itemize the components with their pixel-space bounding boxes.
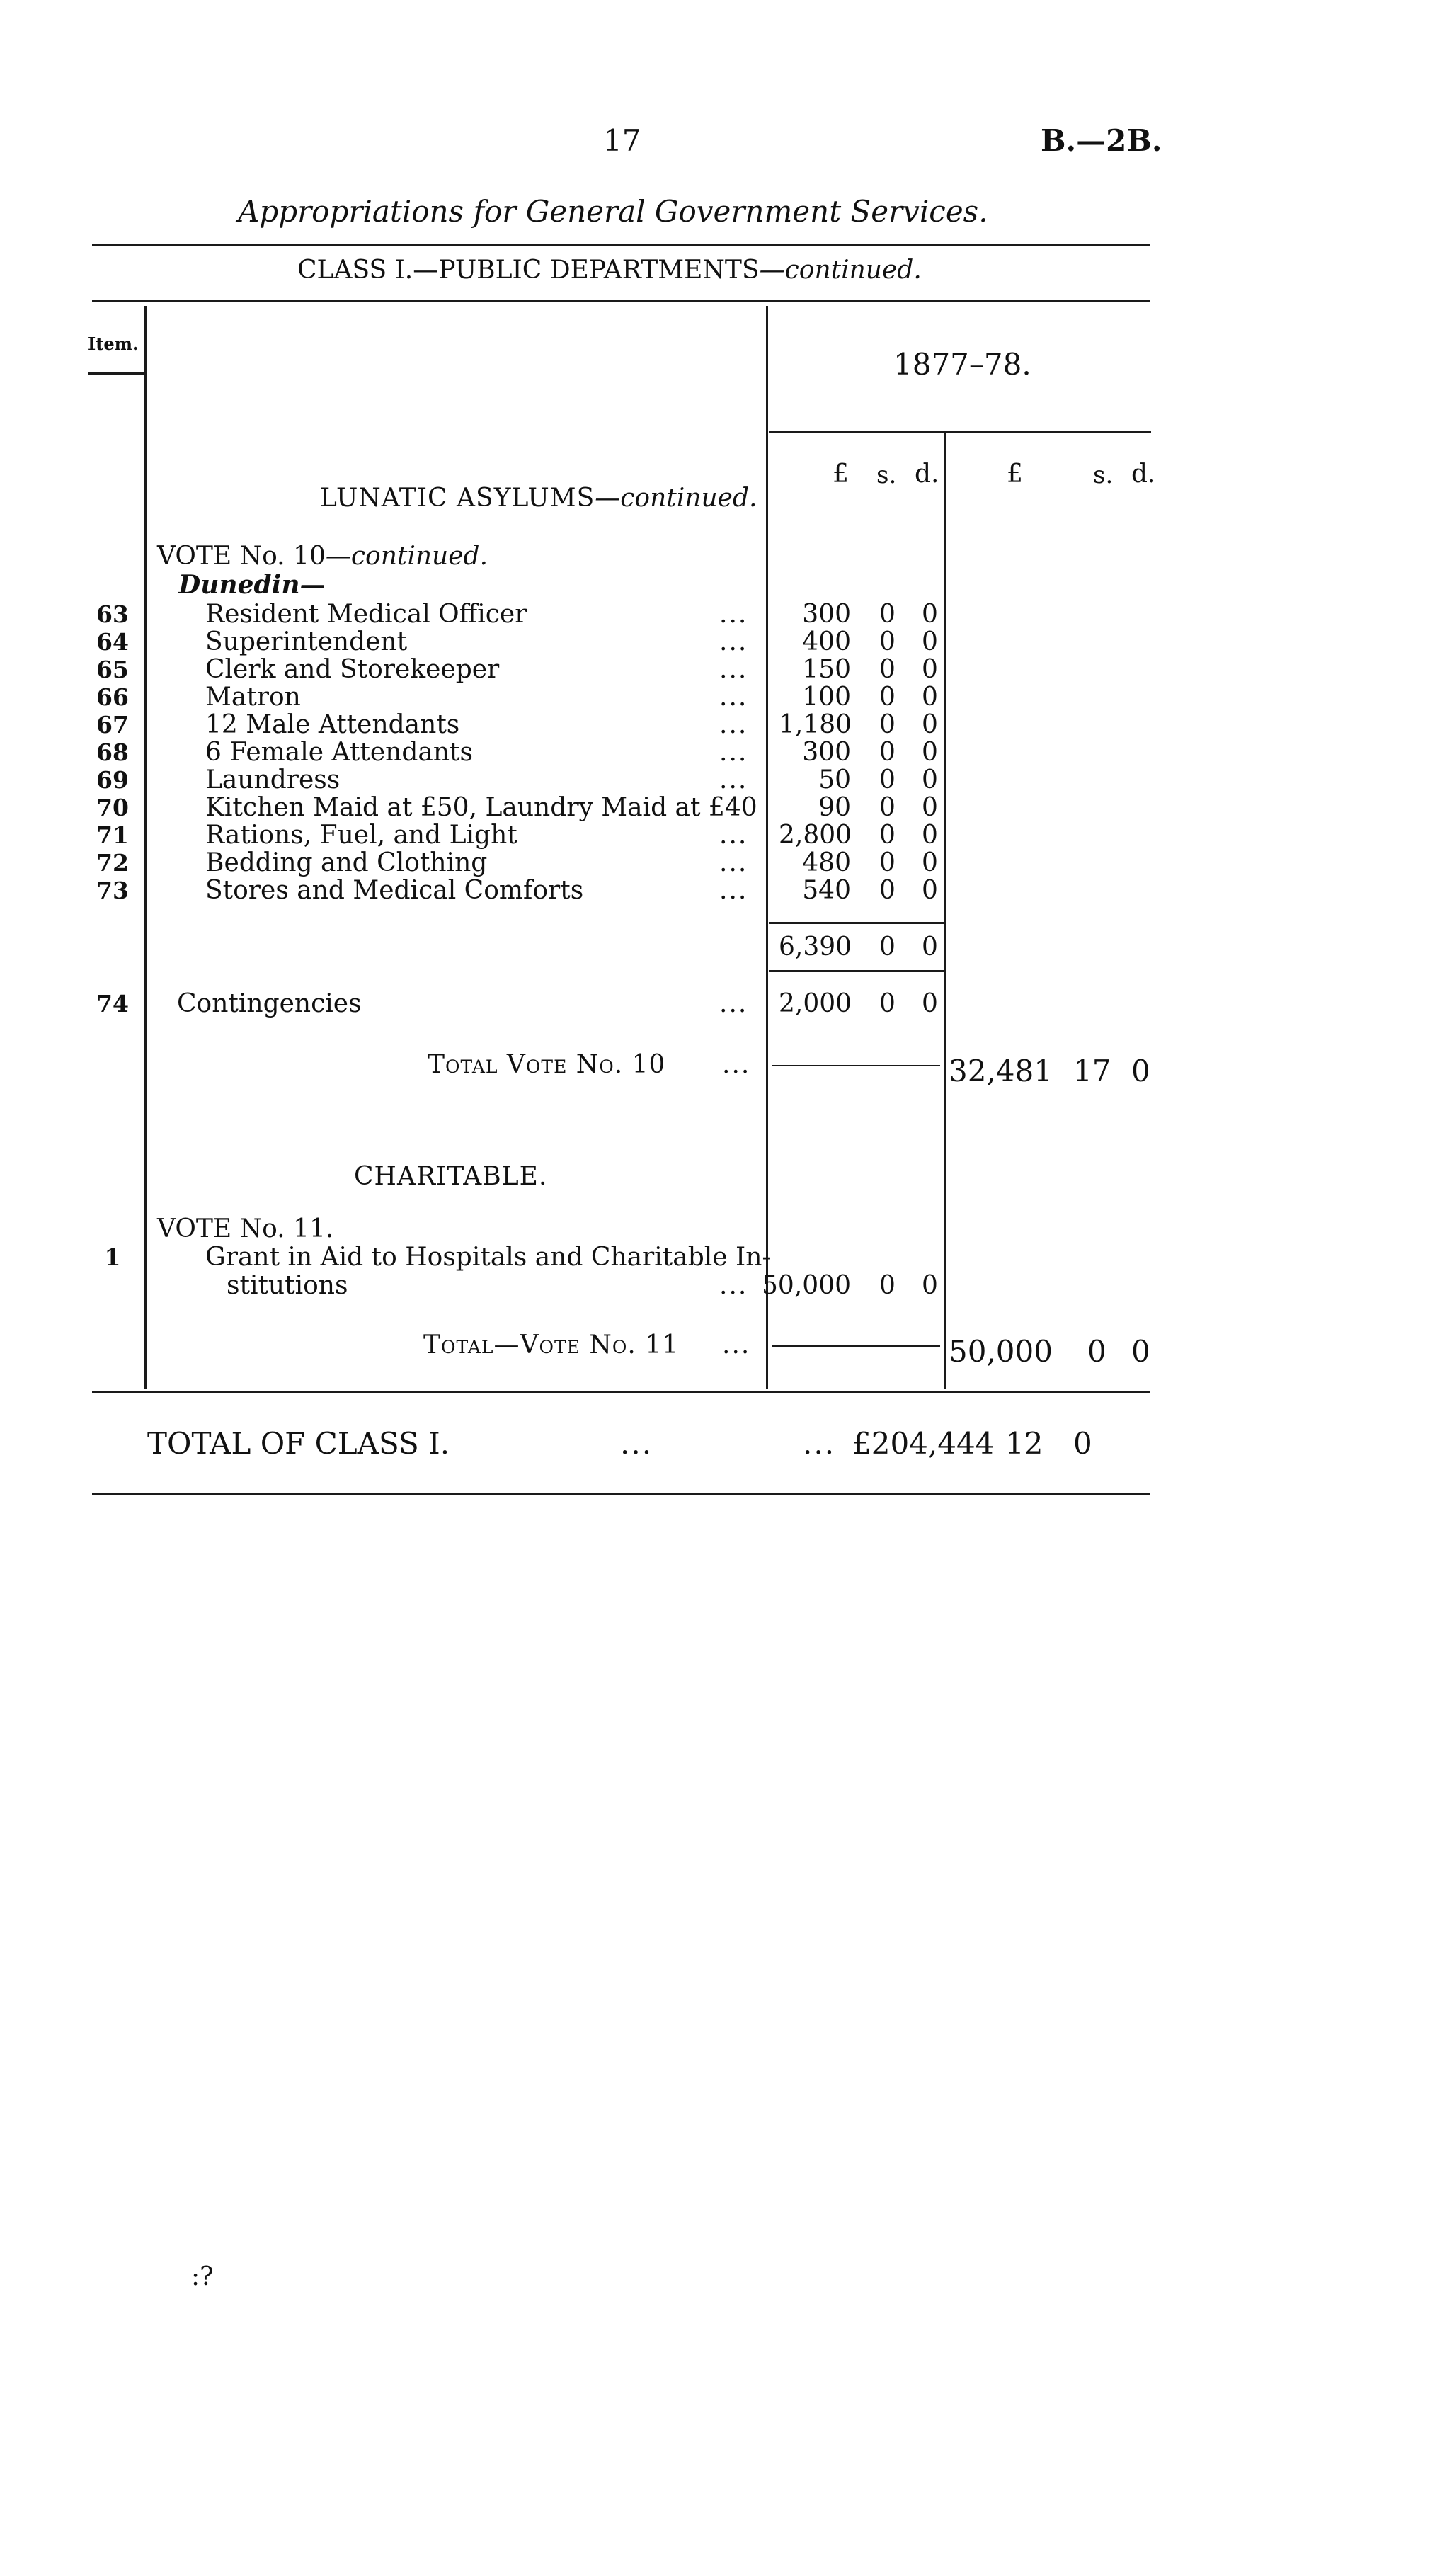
amount-shillings: 0 <box>879 1271 896 1300</box>
item-description: Clerk and Storekeeper <box>205 655 500 684</box>
item-number: 1 <box>104 1243 121 1271</box>
unit-pound-right: £ <box>1007 460 1023 489</box>
item-number: 67 <box>96 711 129 739</box>
unit-d-right: d. <box>1131 460 1156 489</box>
total-vote10-shillings: 17 <box>1073 1054 1111 1088</box>
subtotal-rule-bottom <box>769 970 944 972</box>
total-vote10-pence: 0 <box>1131 1054 1150 1088</box>
rule-table-top <box>92 300 1150 302</box>
table-row <box>88 627 938 656</box>
table-row <box>88 710 938 739</box>
column-line-amount-right <box>944 433 946 1389</box>
item-description: Kitchen Maid at £50, Laundry Maid at £40 <box>205 793 757 822</box>
leader-dots: ... <box>719 848 748 877</box>
class-heading <box>297 256 922 285</box>
item-description-line1: Grant in Aid to Hospitals and Charitable In- <box>205 1243 771 1272</box>
amount-shillings: 0 <box>879 793 896 822</box>
total-vote10-rule <box>772 1065 940 1066</box>
amount-shillings: 0 <box>879 765 896 794</box>
total-vote11-label: Total—Vote No. 11 <box>423 1330 680 1360</box>
leader-dots: ... <box>719 821 748 850</box>
leader-dots: ... <box>719 600 748 629</box>
amount-pence: 0 <box>922 738 938 767</box>
item-number: 74 <box>96 990 129 1018</box>
table-row <box>88 765 938 794</box>
signature-mark: :? <box>191 2262 214 2291</box>
total-vote11-pounds: 50,000 <box>949 1334 1053 1369</box>
amount-pounds: 1,180 <box>779 710 852 739</box>
amount-pounds: 300 <box>802 738 851 767</box>
total-vote10-pounds: 32,481 <box>949 1054 1053 1088</box>
item-column-header: Item. <box>88 334 139 354</box>
table-row <box>88 600 938 629</box>
vote10-label-main: VOTE No. 10 <box>157 542 326 571</box>
item-description: Matron <box>205 683 301 712</box>
amount-pounds: 150 <box>802 655 851 684</box>
subgroup-label: Dunedin— <box>178 570 326 600</box>
leader-dots: ... <box>719 989 748 1018</box>
total-vote10-dots: ... <box>722 1050 751 1079</box>
item-number: 71 <box>96 821 129 849</box>
amount-pence: 0 <box>922 876 938 905</box>
total-vote11-pence: 0 <box>1131 1334 1150 1369</box>
unit-d-left: d. <box>915 460 939 489</box>
subtotal-rule <box>769 922 944 924</box>
table-row-grant <box>88 1243 938 1300</box>
rule-bottom <box>92 1493 1150 1495</box>
class-heading-continued: —continued. <box>759 256 922 285</box>
total-vote11-rule <box>772 1345 940 1347</box>
section-title-continued: —continued. <box>595 484 757 513</box>
item-description: 12 Male Attendants <box>205 710 460 739</box>
leader-dots: ... <box>719 627 748 656</box>
subtotal-pounds: 6,390 <box>779 933 852 962</box>
year-underline <box>769 431 1151 433</box>
item-description: Stores and Medical Comforts <box>205 876 584 905</box>
amount-shillings: 0 <box>879 655 896 684</box>
item-description: Superintendent <box>205 627 408 656</box>
vote11-label: VOTE No. 11. <box>157 1214 334 1243</box>
vote10-label-continued: —continued. <box>325 542 488 571</box>
table-row <box>88 876 938 905</box>
amount-shillings: 0 <box>879 627 896 656</box>
amount-pence: 0 <box>922 848 938 877</box>
table-row-contingencies <box>88 989 938 1018</box>
unit-pound-left: £ <box>833 460 849 489</box>
amount-pence: 0 <box>922 627 938 656</box>
item-number: 68 <box>96 739 129 766</box>
amount-pounds: 540 <box>802 876 851 905</box>
amount-shillings: 0 <box>879 600 896 629</box>
amount-pence: 0 <box>922 1271 938 1300</box>
item-description: Rations, Fuel, and Light <box>205 821 517 850</box>
amount-shillings: 0 <box>879 738 896 767</box>
amount-pounds: 50,000 <box>762 1271 851 1300</box>
unit-s-left: s. <box>876 461 897 489</box>
charitable-title: CHARITABLE. <box>354 1162 548 1191</box>
class-total-pounds: £204,444 <box>852 1426 995 1461</box>
item-description-line2: stitutions <box>227 1271 348 1300</box>
leader-dots: ... <box>719 738 748 767</box>
leader-dots: ... <box>719 876 748 905</box>
table-row <box>88 793 938 822</box>
amount-pence: 0 <box>922 655 938 684</box>
item-description: 6 Female Attendants <box>205 738 473 767</box>
item-number: 69 <box>96 766 129 794</box>
amount-shillings: 0 <box>879 821 896 850</box>
leader-dots: ... <box>719 683 748 712</box>
amount-pence: 0 <box>922 821 938 850</box>
page-title: Appropriations for General Government Services. <box>238 194 988 229</box>
item-number: 66 <box>96 683 129 711</box>
total-vote11-dots: ... <box>722 1330 751 1360</box>
item-number: 70 <box>96 794 129 821</box>
item-description: Laundress <box>205 765 341 794</box>
leader-dots: ... <box>719 655 748 684</box>
amount-shillings: 0 <box>879 848 896 877</box>
amount-pence: 0 <box>922 989 938 1018</box>
section-title <box>320 484 757 513</box>
class-heading-main: CLASS I.—PUBLIC DEPARTMENTS <box>297 256 760 285</box>
table-row <box>88 655 938 684</box>
page-number: 17 <box>603 123 641 158</box>
rule-table-bottom <box>92 1391 1150 1393</box>
item-number: 65 <box>96 656 129 683</box>
subtotal-shillings: 0 <box>879 933 896 962</box>
item-description: Resident Medical Officer <box>205 600 527 629</box>
year-header: 1877–78. <box>893 347 1031 382</box>
class-total-label: TOTAL OF CLASS I. <box>147 1426 450 1461</box>
amount-shillings: 0 <box>879 683 896 712</box>
amount-pounds: 50 <box>818 765 851 794</box>
vote10-label <box>157 542 488 571</box>
item-number: 73 <box>96 877 129 904</box>
item-number: 63 <box>96 600 129 628</box>
amount-shillings: 0 <box>879 876 896 905</box>
class-total-dots-2: ... <box>803 1426 836 1461</box>
table-row <box>88 738 938 767</box>
table-row <box>88 848 938 877</box>
rule-top <box>92 244 1150 246</box>
amount-pounds: 480 <box>802 848 851 877</box>
subtotal-pence: 0 <box>922 933 938 962</box>
amount-pence: 0 <box>922 683 938 712</box>
amount-pounds: 400 <box>802 627 851 656</box>
class-total-shillings: 12 <box>1005 1426 1043 1461</box>
class-total-pence: 0 <box>1073 1426 1092 1461</box>
total-vote11-shillings: 0 <box>1087 1334 1106 1369</box>
amount-pounds: 2,000 <box>779 989 852 1018</box>
class-total-dots-1: ... <box>620 1426 653 1461</box>
item-description: Bedding and Clothing <box>205 848 488 877</box>
leader-dots: ... <box>719 765 748 794</box>
amount-pence: 0 <box>922 793 938 822</box>
amount-shillings: 0 <box>879 989 896 1018</box>
amount-pounds: 300 <box>802 600 851 629</box>
amount-pence: 0 <box>922 600 938 629</box>
table-row <box>88 683 938 712</box>
total-vote10-label: Total Vote No. 10 <box>428 1050 666 1079</box>
amount-pence: 0 <box>922 710 938 739</box>
amount-pounds: 2,800 <box>779 821 852 850</box>
leader-dots: ... <box>719 710 748 739</box>
amount-pence: 0 <box>922 765 938 794</box>
document-code: B.—2B. <box>1041 123 1162 158</box>
item-number: 64 <box>96 628 129 656</box>
amount-shillings: 0 <box>879 710 896 739</box>
section-title-main: LUNATIC ASYLUMS <box>320 484 595 513</box>
item-number: 72 <box>96 849 129 877</box>
amount-pounds: 100 <box>802 683 851 712</box>
table-row <box>88 821 938 850</box>
item-header-underline <box>88 372 144 375</box>
leader-dots: ... <box>719 1271 748 1300</box>
unit-s-right: s. <box>1093 461 1114 489</box>
amount-pounds: 90 <box>818 793 851 822</box>
item-description: Contingencies <box>177 989 362 1018</box>
